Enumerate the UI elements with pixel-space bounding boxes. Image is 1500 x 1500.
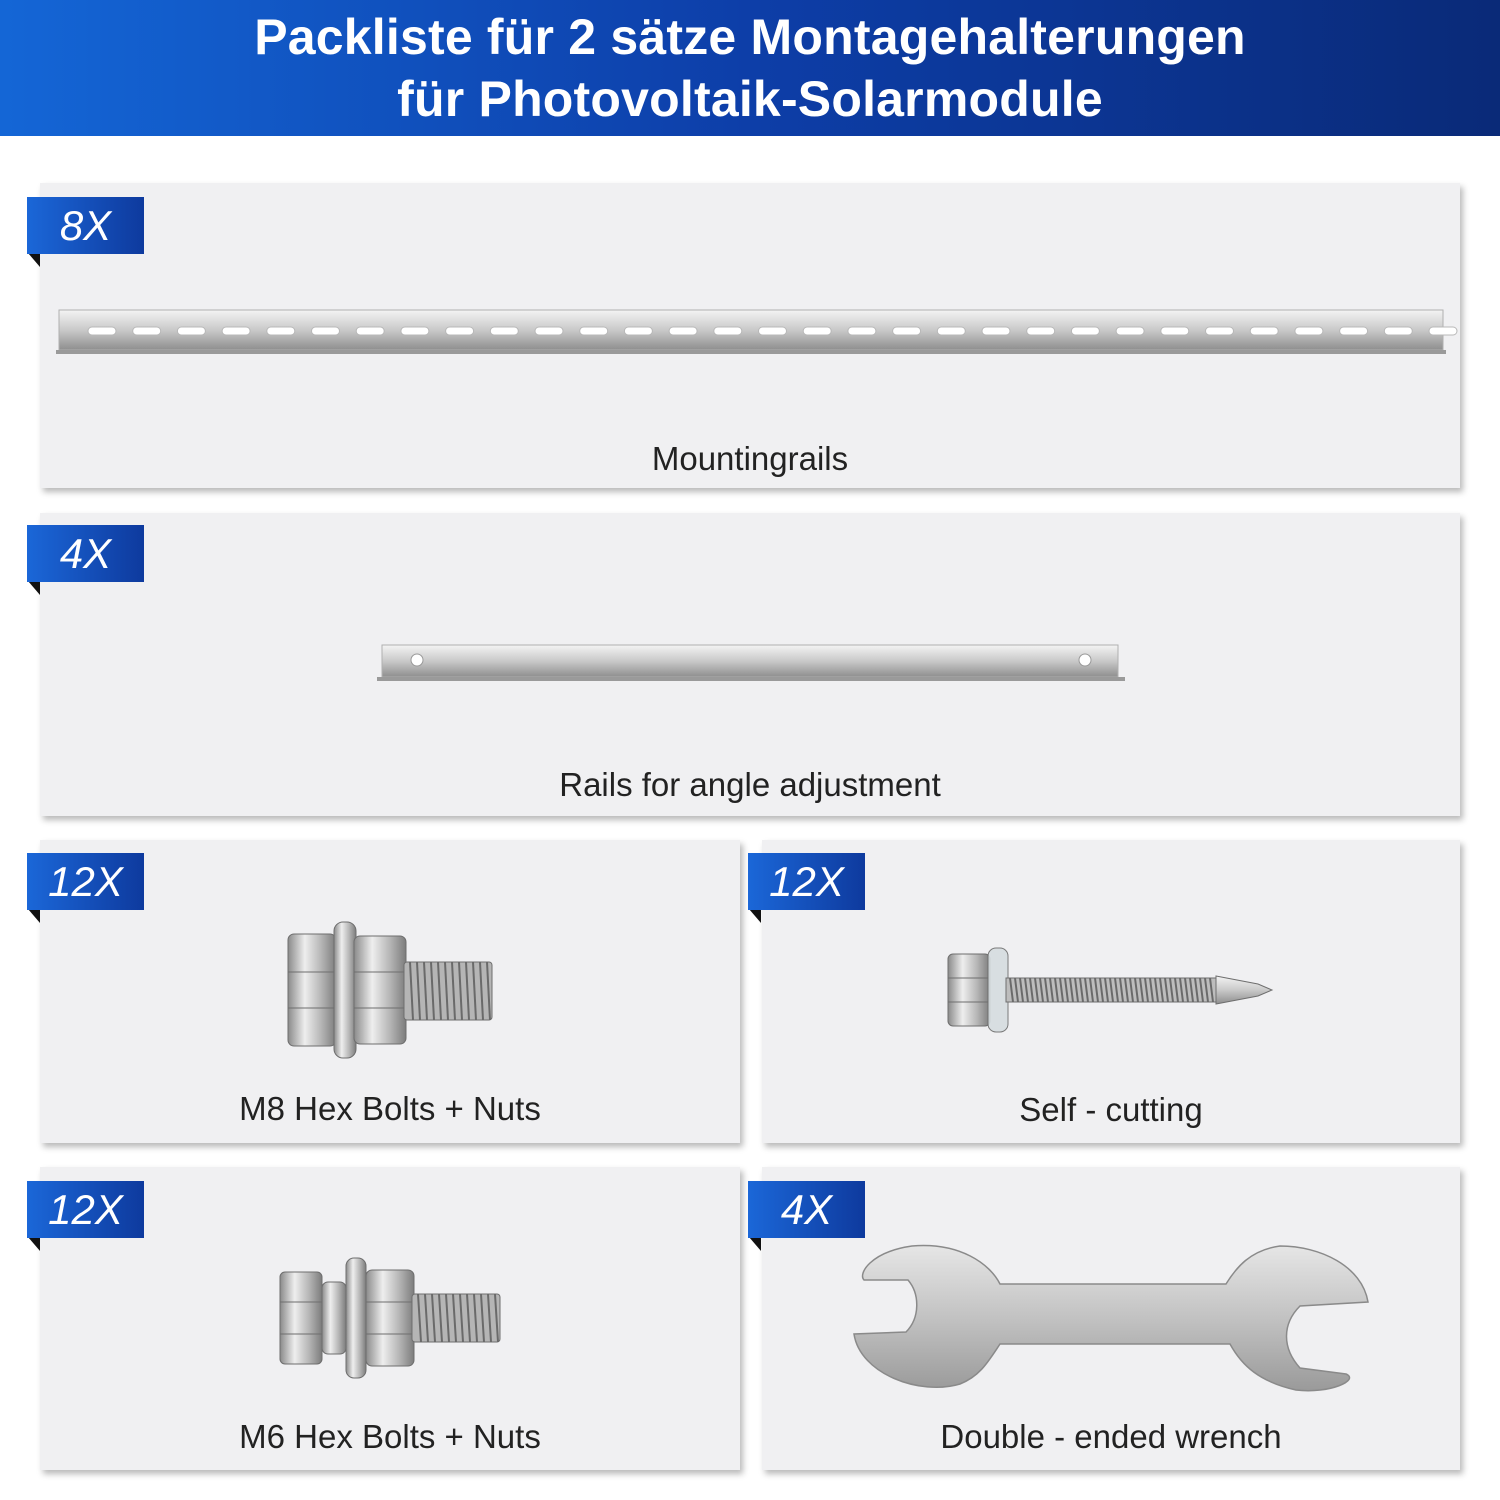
quantity-badge: 4X xyxy=(27,525,144,582)
rail-slot xyxy=(490,327,518,335)
wrench-icon xyxy=(850,1244,1372,1394)
page-title-line-1: Packliste für 2 sätze Montagehalterungen xyxy=(254,9,1246,65)
page-title-line-2: für Photovoltaik-Solarmodule xyxy=(397,71,1103,127)
rail-slot xyxy=(1116,327,1144,335)
item-label: Double - ended wrench xyxy=(940,1418,1282,1455)
rail-slot xyxy=(1027,327,1055,335)
badge-fold xyxy=(28,581,40,595)
rail-slot xyxy=(177,327,205,335)
rail-slot xyxy=(893,327,921,335)
angle-rail-icon xyxy=(377,643,1125,685)
rail-slot xyxy=(1384,327,1412,335)
rail-slot xyxy=(937,327,965,335)
rail-slot xyxy=(1071,327,1099,335)
rail-slot xyxy=(446,327,474,335)
rail-slot xyxy=(133,327,161,335)
item-label: M6 Hex Bolts + Nuts xyxy=(239,1418,541,1455)
quantity-badge: 12X xyxy=(27,853,144,910)
item-label: Mountingrails xyxy=(651,440,849,477)
badge-fold xyxy=(749,1237,761,1251)
rail-slot xyxy=(401,327,429,335)
badge-fold xyxy=(749,909,761,923)
rail-slot xyxy=(88,327,116,335)
rail-slot xyxy=(312,327,340,335)
rail-slot xyxy=(624,327,652,335)
self-cutting-screw-icon xyxy=(946,940,1274,1040)
rail-slot xyxy=(669,327,697,335)
rail-slot xyxy=(803,327,831,335)
rail-slot xyxy=(222,327,250,335)
rail-slot xyxy=(759,327,787,335)
item-label: M8 Hex Bolts + Nuts xyxy=(239,1090,541,1127)
quantity-badge: 8X xyxy=(27,197,144,254)
rail-slot xyxy=(714,327,742,335)
hex-bolt-icon xyxy=(278,1256,504,1380)
rail-slot xyxy=(1340,327,1368,335)
quantity-badge: 12X xyxy=(27,1181,144,1238)
rail-slot xyxy=(1206,327,1234,335)
badge-fold xyxy=(28,253,40,267)
page-header xyxy=(0,0,1500,136)
item-label: Self - cutting xyxy=(1019,1091,1203,1128)
rail-slot xyxy=(1161,327,1189,335)
rail-slot xyxy=(580,327,608,335)
rail-slot xyxy=(982,327,1010,335)
badge-fold xyxy=(28,1237,40,1251)
quantity-badge: 4X xyxy=(748,1181,865,1238)
quantity-badge: 12X xyxy=(748,853,865,910)
rail-slot xyxy=(1250,327,1278,335)
rail-slot xyxy=(267,327,295,335)
badge-fold xyxy=(28,909,40,923)
rail-slot xyxy=(848,327,876,335)
hex-bolt-icon xyxy=(288,920,494,1060)
mounting-rail-icon xyxy=(56,310,1446,358)
item-label: Rails for angle adjustment xyxy=(559,766,941,803)
rail-slot xyxy=(535,327,563,335)
rail-slot xyxy=(356,327,384,335)
rail-slot xyxy=(1429,327,1457,335)
rail-slot xyxy=(1295,327,1323,335)
